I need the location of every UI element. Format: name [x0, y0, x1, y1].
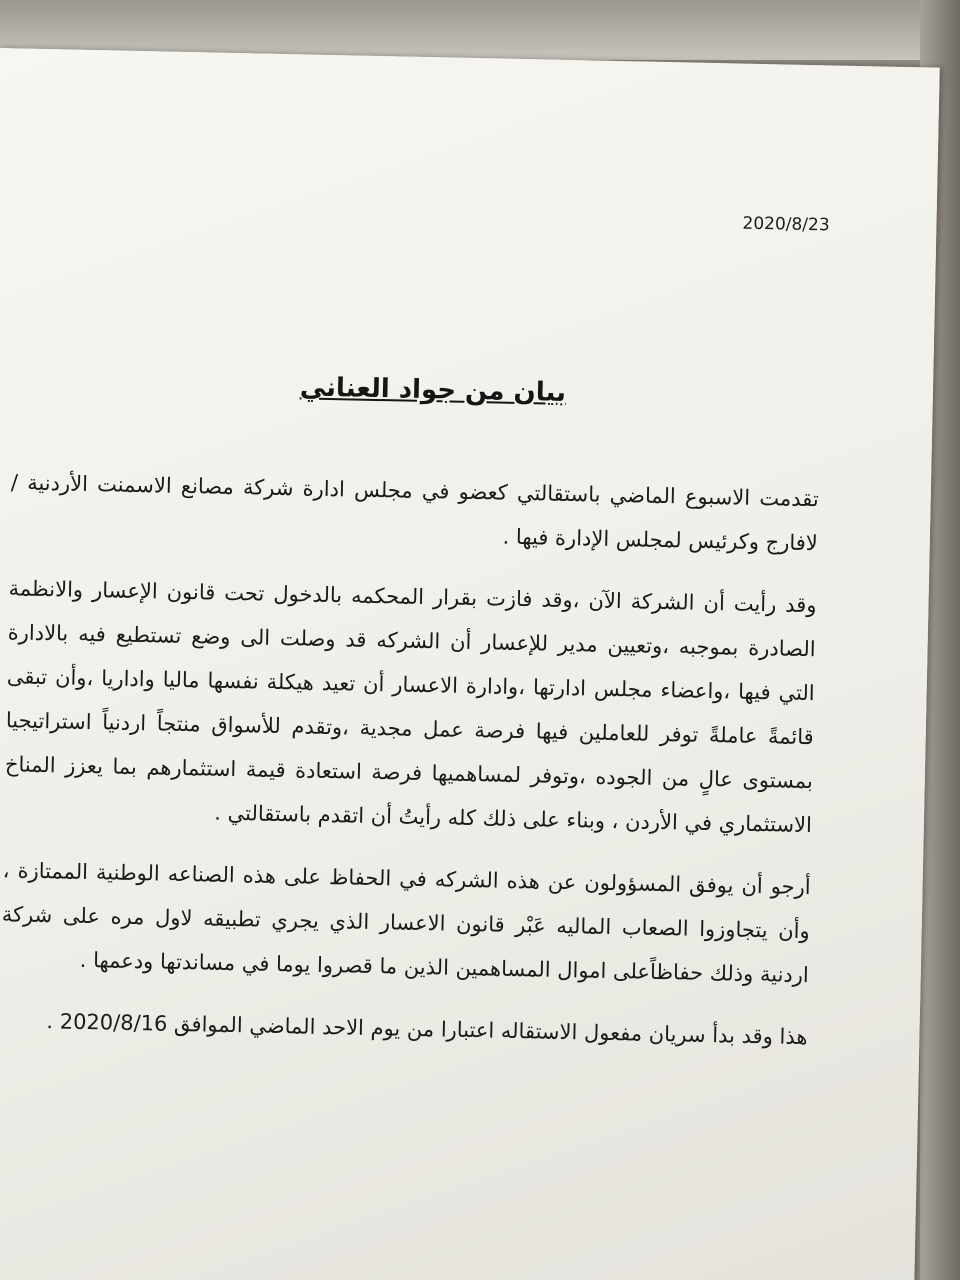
paragraph-reasons: وقد رأيت أن الشركة الآن ،وقد فازت بقرار المحكمه بالدخول تحت قانون الإعسار والانظمة الصادرة بموجبه ،وتعيين مدير للإعسار أن الشركه قد وصلت الى وضع تستطيع فيه بالادارة التي فيها ،واعضاء مجلس ادارتها ،وادارة الاعسار أن تعيد هيكلة نفسها ماليا واداريا ،وأن تبقى قائمةً عاملةً توفر للعاملين فيها فرصة عمل مجدية ،وتقدم للأسواق منتجاً اردنياً استراتيجيا بمستوى عالٍ من الجوده ،وتوفر لمساهميها فرصة استعادة قيمة استثمارهم بما يعزز المناخ الاستثماري في الأردن ، وبناء على ذلك كله رأيتُ أن اتقدم باستقالتي . — [4, 576, 817, 838]
paper-sheet — [0, 48, 940, 1280]
paragraph-effective-date: هذا وقد بدأ سريان مفعول الاستقاله اعتبارا من يوم الاحد الماضي الموافق 2020/8/16 . — [46, 1009, 808, 1050]
paragraph-resignation: تقدمت الاسبوع الماضي باستقالتي كعضو في مجلس ادارة شركة مصانع الاسمنت الأردنية /لافارج وكرئيس لمجلس الإدارة فيها . — [10, 470, 819, 556]
document-title: بيان من جواد العناني — [299, 372, 567, 408]
document-body — [0, 460, 819, 1059]
document-date: 2020/8/23 — [742, 213, 830, 236]
paragraph-hopes: أرجو أن يوفق المسؤولون عن هذه الشركه في الحفاظ على هذه الصناعه الوطنية الممتازة ، وأن يتجاوزوا الصعاب الماليه عَبْر قانون الاعسار الذي يجري تطبيقه لاول مره على شركة اردنية وذلك حفاظاًعلى اموال المساهمين الذين ما قصروا يوما في مساندتها ودعمها . — [1, 858, 811, 988]
